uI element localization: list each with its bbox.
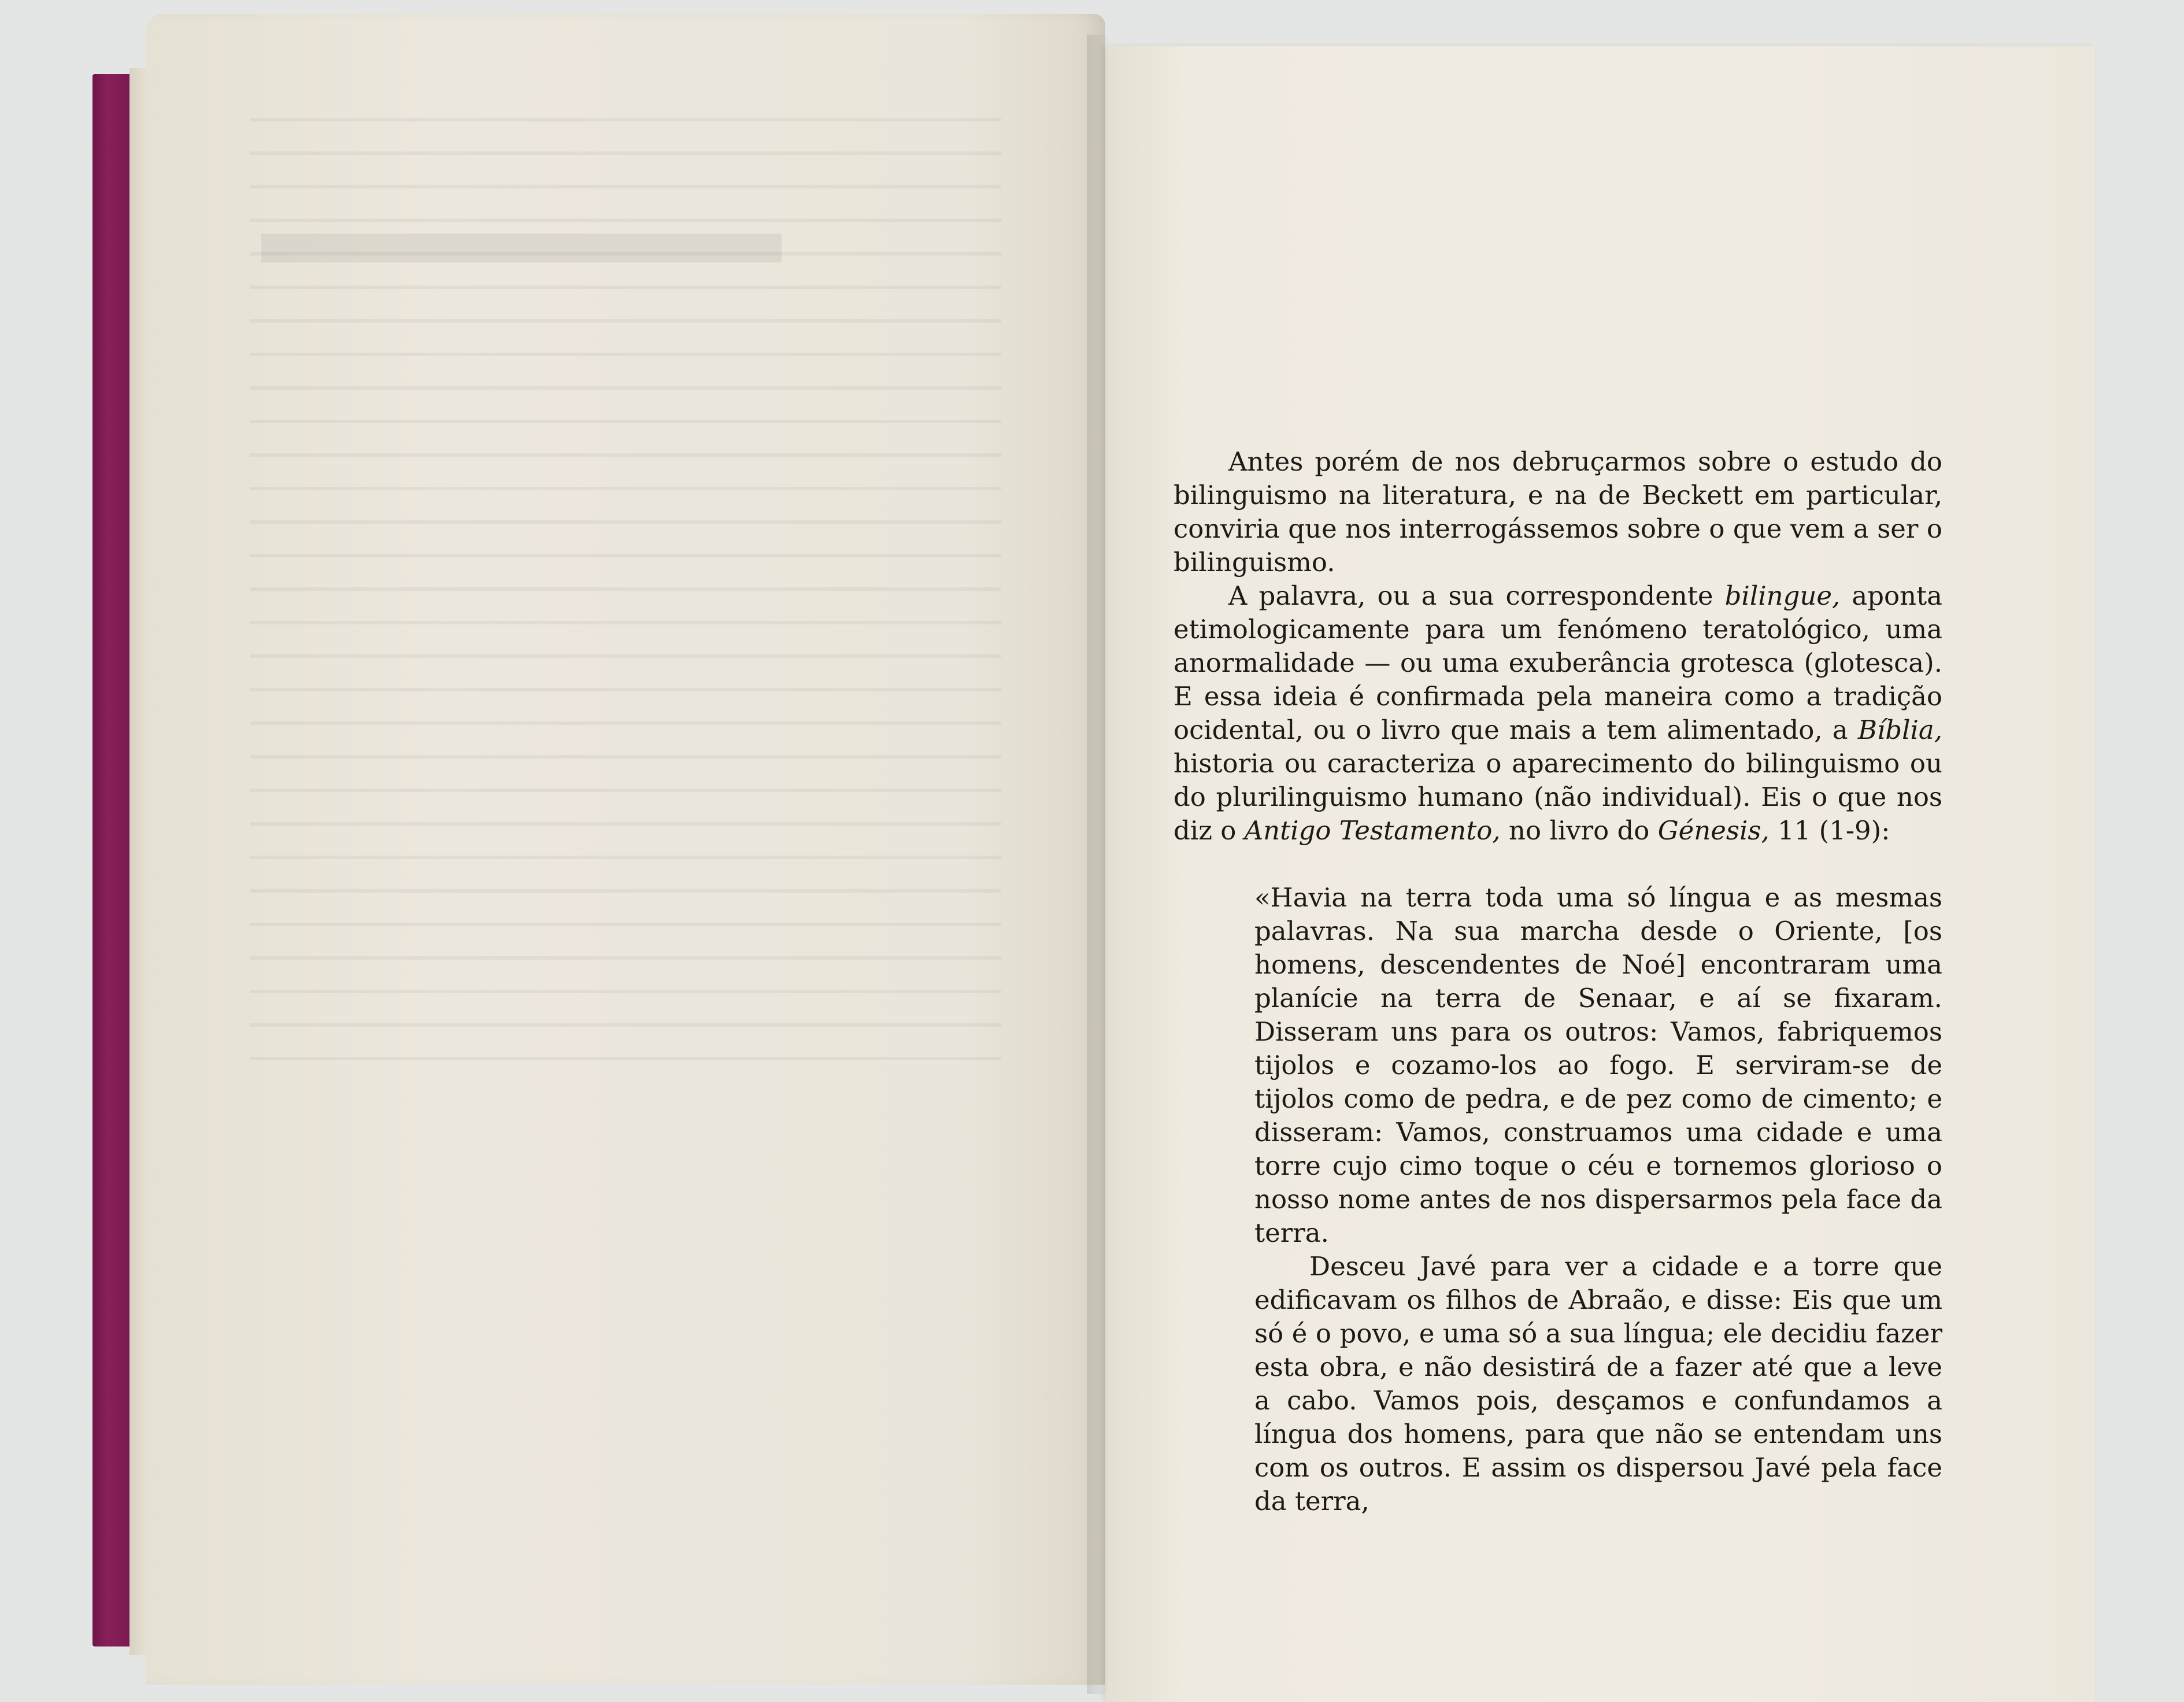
page-text xyxy=(1174,445,1942,1518)
p2-text-i: 11 (1-9): xyxy=(1769,815,1890,846)
book-gutter xyxy=(1087,35,1110,1694)
p2-italic-antigo-testamento: Antigo Testamento, xyxy=(1244,815,1501,846)
p2-italic-bilingue: bilingue, xyxy=(1724,580,1841,611)
quote-paragraph-2: Desceu Javé para ver a cidade e a torre que edificavam os filhos de Abraão, e disse: Eis que um só é o povo, e uma só a sua língua; ele decidiu fazer esta obra, e não desistirá de a fazer até que a leve a cabo. Vamos pois, desçamos e confundamos a língua dos homens, para que não se entendam uns com os outros. E assim os dispersou Javé pela face da terra, xyxy=(1254,1251,1942,1516)
book-cover-spine xyxy=(92,74,131,1646)
p2-text-c: aponta etimologicamente para um fenómeno teratológico, uma anormalidade — ou uma exuberância grotesca (glotesca). E essa ideia é confirmada pela maneira como a tradição ocidental, ou o livro que mais a tem alimentado, a xyxy=(1174,580,1942,745)
quote-paragraph-1: «Havia na terra toda uma só língua e as mesmas palavras. Na sua marcha desde o Oriente, [os homens, descendentes de Noé] encontraram uma planície na terra de Senaar, e aí se fixaram. Disseram uns para os outros: Vamos, fabriquemos tijolos e cozamo-los ao fogo. E serviram-se de tijolos como de pedra, e de pez como de cimento; e disseram: Vamos, construamos uma cidade e uma torre cujo cimo toque o céu e tornemos glorioso o nosso nome antes de nos dispersarmos pela face da terra. xyxy=(1254,882,1942,1248)
p2-italic-biblia: Bíblia, xyxy=(1857,715,1942,745)
p2-text-a: A palavra, ou a sua correspondente xyxy=(1228,580,1725,611)
p2-italic-genesis: Génesis, xyxy=(1657,815,1770,846)
genesis-quote xyxy=(1254,881,1942,1518)
paragraph-bilingue xyxy=(1174,579,1942,848)
p2-text-e: historia ou caracteriza o aparecimento do bilinguismo ou do plurilinguismo humano (não individual). Eis o que nos diz o xyxy=(1174,748,1942,846)
left-page xyxy=(146,14,1105,1685)
show-through-text xyxy=(250,95,1001,1078)
intro-paragraph: Antes porém de nos debruçarmos sobre o estudo do bilinguismo na literatura, e na de Beckett em particular, conviria que nos interrogássemos sobre o que vem a ser o bilinguismo. xyxy=(1174,446,1942,578)
p2-text-g: no livro do xyxy=(1500,815,1658,846)
